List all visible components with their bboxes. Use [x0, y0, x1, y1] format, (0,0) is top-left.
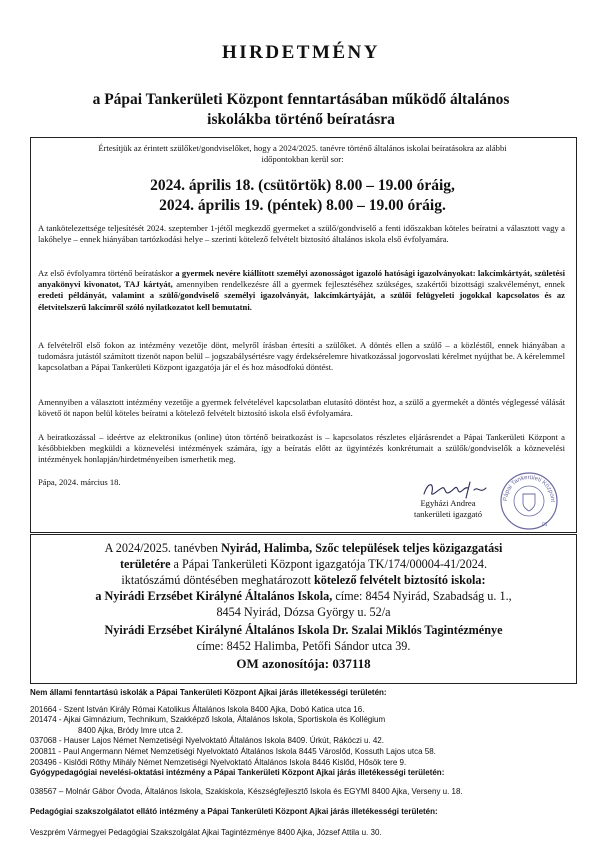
official-stamp: [498, 470, 560, 532]
intro-line-2: időpontokban kerül sor:: [261, 154, 344, 165]
documents-text-c: amennyiben rendelkezésre áll a gyermek fejlesztéséhez szükséges, szakértői bizottsági szakvéleményt, ennek: [172, 279, 565, 290]
intro-line-1: Értesítjük az érintett szülőket/gondviselőket, hogy a 2024/2025. tanévre történő általános iskolai beíratásokra az alábbi: [98, 143, 507, 153]
place-date: Pápa, 2024. március 18.: [38, 477, 121, 487]
documents-text-d: eredeti példányát, valamint a szülő/gondviselő személyi igazolványát, lakcímkártyáját, a szülői felügyeleti jogokkal kapcsolatos és az életvitelszerű lakcímről szóló nyilatkozatot kell bemutatni.: [38, 290, 565, 312]
paragraph-obligation: A tankötelezettsége teljesítését 2024. szeptember 1-jétől megkezdő gyermeket a szülő/gondviselő a fenti időszakban köteles beíratni a választott vagy a lakóhelye – ennek hiányában tartózkodási helye – szerinti kötelező felvételt biztosító általános iskola első évfolyamára.: [38, 223, 565, 245]
gym-heading: Gyógypedagógiai nevelési-oktatási intézmény a Pápai Tankerületi Központ Ajkai járás illetékességi területén:: [30, 768, 445, 778]
list-item: 200811 - Paul Angermann Német Nemzetiségi Nyelvoktató Általános Iskola 8445 Városlőd, Kossuth Lajos utca 58.: [30, 746, 436, 756]
gym-item: 038567 – Molnár Gábor Óvoda, Általános Iskola, Szakiskola, Készségfejlesztő Iskola és EGYMI 8400 Ajka, Verseny u. 18.: [30, 786, 463, 796]
subtitle-line-1: a Pápai Tankerületi Központ fenntartásában működő általános: [92, 91, 510, 108]
stamp-text: Pápai Tankerületi Központ: [502, 474, 556, 503]
paragraph-procedure: A beiratkozással – ideértve az elektronikus (online) úton történő beiratkozást is – kapcsolatos részletes eljárásrendet a Pápai Tankerületi Központ a későbbiekben megküldi a köznevelési intézmények számára, így a beíratás előtt az ügyintézés konkrétumait a szülők/gondviselők a köznevelési intézmények honlapján/hirdetményeiben ismerhetik meg.: [38, 432, 565, 465]
notice-intro: [40, 143, 565, 165]
list-item: 201664 - Szent István Király Római Katolikus Általános Iskola 8400 Ajka, Dobó Katica utca 16.: [30, 704, 365, 714]
enrollment-dates: [30, 176, 575, 216]
designated-school-box: [30, 534, 577, 684]
signer-title: tankerületi igazgató: [413, 509, 482, 520]
date-line-1: 2024. április 18. (csütörtök) 8.00 – 19.00 óráig,: [150, 177, 455, 194]
om-identifier: OM azonosítója: 037118: [236, 656, 371, 671]
designated-line-6: Nyirádi Erzsébet Királyné Általános Iskola Dr. Szalai Miklós Tagintézménye: [104, 623, 503, 637]
list-item: 201474 - Ajkai Gimnázium, Technikum, Szakképző Iskola, Általános Iskola, Sportiskola és Kollégium: [30, 715, 386, 725]
designated-line-2: területére a Pápai Tankerületi Központ igazgatója TK/174/00004-41/2024.: [119, 557, 488, 571]
subtitle-line-2: iskolákba történő beíratásra: [207, 111, 395, 128]
list-item: 203496 - Kislődi Rőthy Mihály Német Nemzetiségi Nyelvoktató Általános Iskola 8446 Kislőd, Hősök tere 9.: [30, 757, 407, 767]
designated-line-3: iktatószámú döntésében meghatározott kötelező felvételt biztosító iskola:: [121, 573, 486, 587]
list-item: 037068 - Hauser Lajos Német Nemzetiségi Nyelvoktató Általános Iskola 8409. Úrkút, Rákóczi u. 42.: [30, 736, 384, 746]
page-title: HIRDETMÉNY: [221, 42, 380, 63]
list-item: 8400 Ajka, Bródy Imre utca 2.: [78, 725, 183, 735]
designated-line-1: A 2024/2025. tanévben Nyirád, Halimba, Szőc települések teljes közigazgatási: [104, 541, 503, 555]
designated-line-5: 8454 Nyirád, Dózsa György u. 52/a: [216, 605, 391, 619]
svg-text:01: 01: [542, 522, 548, 528]
page-subtitle: [40, 90, 562, 130]
paragraph-appeal: A felvételről első fokon az intézmény vezetője dönt, melyről írásban értesíti a szülőket. A döntés ellen a szülő – a közléstől, ennek hiányában a tudomásra jutástól számított tizenöt napon belül – jogszabálysértésre vagy érdeksérelemre hivatkozással jogorvoslati kérelmet nyújthat be. A kérelemmel kapcsolatban a Pápai Tankerületi Központ igazgatója jár el és hoz másodfokú döntést.: [38, 340, 565, 373]
paragraph-documents: [38, 268, 565, 313]
ped-heading: Pedagógiai szakszolgálatot ellátó intézmény a Pápai Tankerületi Központ Ajkai járás illetékességi területén:: [30, 807, 438, 817]
signer-name: Egyházi Andrea: [420, 498, 476, 508]
nonstate-heading: Nem állami fenntartású iskolák a Pápai Tankerületi Központ Ajkai járás illetékességi területén:: [30, 688, 387, 697]
signature-block: [410, 498, 486, 520]
school-lists: [30, 688, 590, 839]
designated-line-4: a Nyirádi Erzsébet Királyné Általános Iskola, címe: 8454 Nyirád, Szabadság u. 1.,: [95, 589, 512, 603]
date-line-2: 2024. április 19. (péntek) 8.00 – 19.00 óráig.: [159, 197, 446, 214]
designated-line-7: címe: 8452 Halimba, Petőfi Sándor utca 39.: [196, 639, 411, 653]
paragraph-rejection: Amennyiben a választott intézmény vezetője a gyermek felvételével kapcsolatban elutasító döntést hoz, a szülő a gyermekét a döntés véglegessé válását követő öt napon belül köteles beíratni a kötelező felvételt biztosító iskola első évfolyamára.: [38, 397, 565, 419]
documents-text-a: Az első évfolyamra történő beíratáskor: [38, 268, 176, 278]
documents-text-b: a gyermek nevére kiállított személyi azonosságot igazoló hatósági igazolványokat: lakcímkártyát, születési anyakönyvi kivonatot, TAJ kártyát,: [38, 268, 565, 290]
ped-item: Veszprém Vármegyei Pedagógiai Szakszolgálat Ajkai Tagintézménye 8400 Ajka, József Attila u. 30.: [30, 827, 382, 837]
